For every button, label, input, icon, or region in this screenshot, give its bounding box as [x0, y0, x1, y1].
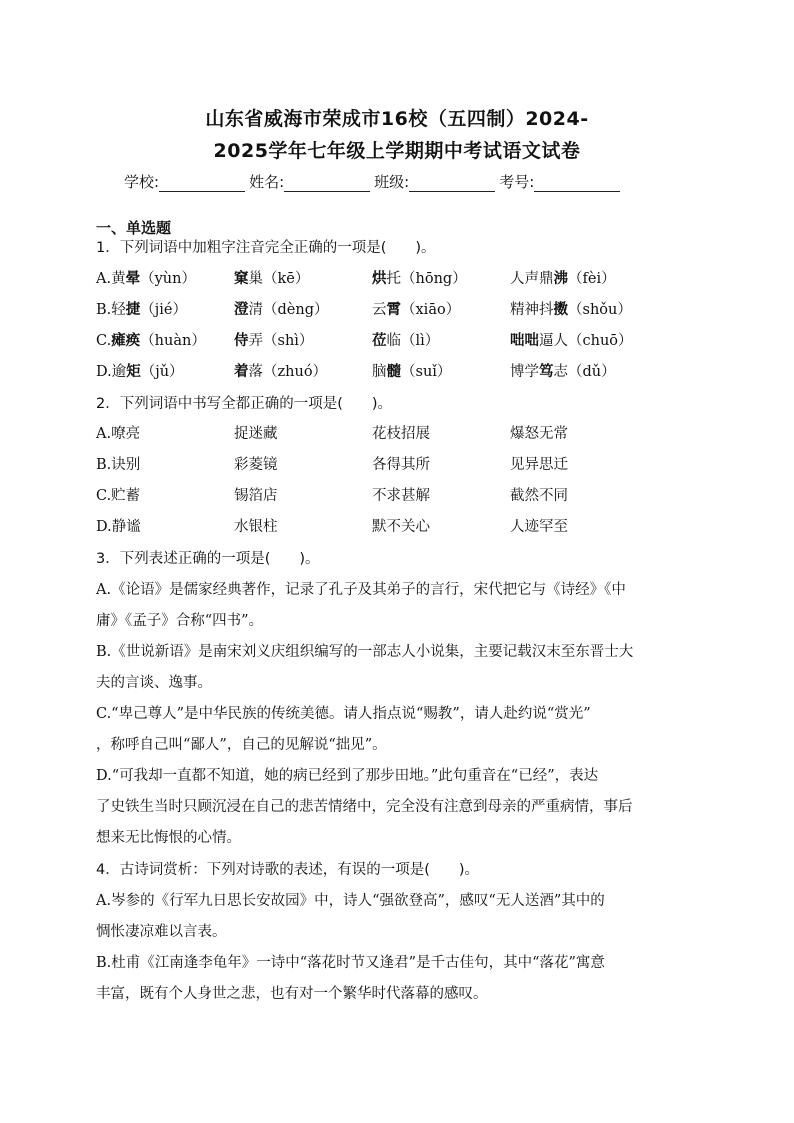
- q1-option-cell: [234, 269, 309, 289]
- q2-option-cell: 彩菱镜: [234, 457, 278, 473]
- q2-option-cell: 见异思迁: [510, 457, 568, 473]
- q1-stem: 1．下列词语中加粗字注音完全正确的一项是( )。: [96, 240, 436, 256]
- option-text: 巢（kē）: [248, 271, 310, 287]
- q1-option-cell: [510, 269, 616, 289]
- q2-option-cell: 锡箔店: [234, 488, 278, 504]
- student-info-row: [124, 171, 684, 192]
- q1-option-cell: [96, 300, 187, 320]
- q2-option-cell: 人迹罕至: [510, 519, 568, 535]
- option-text: 清（dèng）: [248, 302, 329, 318]
- option-text: 托（hōng）: [386, 271, 467, 287]
- q1-option-row: [96, 331, 696, 351]
- exam-title-line-2: 2025学年七年级上学期期中考试语文试卷: [213, 140, 581, 162]
- name-blank[interactable]: [284, 175, 370, 192]
- option-text: 博学: [510, 364, 539, 380]
- option-text: （suǐ）: [401, 364, 452, 380]
- option-text: 落（zhuó）: [248, 364, 328, 380]
- option-text: D.逾: [96, 364, 127, 380]
- q3-text-line: 了史铁生当时只顾沉浸在自己的悲苦情绪中，完全没有注意到母亲的严重病情，事后: [96, 799, 633, 815]
- option-text: （xiāo）: [401, 302, 461, 318]
- option-text: 人声鼎: [510, 271, 554, 287]
- option-text: （huàn）: [140, 333, 206, 349]
- q1-option-row: [96, 362, 696, 382]
- option-text: （jǔ）: [140, 364, 184, 380]
- option-text: 脑: [372, 364, 387, 380]
- q2-option-cell: 花枝招展: [372, 426, 430, 442]
- q2-option-row: [96, 517, 696, 537]
- q3-text-line: 夫的言谈、逸事。: [96, 675, 212, 691]
- bold-char: 侍: [234, 332, 249, 349]
- option-text: 志（dǔ）: [553, 364, 616, 380]
- q1-option-cell: [510, 300, 632, 320]
- q2-option-cell: 各得其所: [372, 457, 430, 473]
- q1-option-cell: [234, 331, 313, 351]
- q2-option-row: [96, 455, 696, 475]
- q2-option-cell: D.静谧: [96, 519, 141, 535]
- option-text: C.: [96, 333, 112, 349]
- option-text: B.轻: [96, 302, 126, 318]
- option-text: A.黄: [96, 271, 126, 287]
- option-text: 逼人（chuō）: [539, 333, 633, 349]
- q2-option-cell: 捉迷藏: [234, 426, 278, 442]
- q2-option-cell: 爆怒无常: [510, 426, 568, 442]
- class-label: 班级:: [374, 173, 410, 191]
- q1-option-cell: [372, 269, 467, 289]
- q3-text-line: D.“可我却一直都不知道，她的病已经到了那步田地。”此句重音在“已经”，表达: [96, 768, 599, 784]
- bold-char: 霄: [386, 301, 401, 318]
- q1-option-cell: [372, 362, 451, 382]
- bold-char: 咄咄: [510, 332, 539, 349]
- option-text: 弄（shì）: [248, 333, 314, 349]
- q4-stem: 4．古诗词赏析：下列对诗歌的表述，有误的一项是( )。: [96, 862, 480, 878]
- q3-text-line: A.《论语》是儒家经典著作，记录了孔子及其弟子的言行，宋代把它与《诗经》《中: [96, 582, 626, 598]
- name-label: 姓名:: [249, 173, 285, 191]
- q3-text-line: 庸》《孟子》合称“四书”。: [96, 613, 264, 629]
- class-blank[interactable]: [409, 175, 495, 192]
- section-title: 一、单选题: [96, 219, 172, 237]
- bold-char: 擞: [553, 301, 568, 318]
- q4-text-line: A.岑参的《行军九日思长安故园》中，诗人“强欲登高”，感叹“无人送酒”其中的: [96, 893, 605, 909]
- bold-char: 矩: [126, 363, 141, 380]
- q4-text-line: B.杜甫《江南逢李龟年》一诗中“落花时节又逢君”是千古佳句，其中“落花”寓意: [96, 955, 605, 971]
- q2-option-cell: 默不关心: [372, 519, 430, 535]
- q3-text-line: C.“卑己尊人”是中华民族的传统美德。请人指点说“赐教”，请人赴约说“赏光”: [96, 706, 591, 722]
- school-label: 学校:: [124, 173, 160, 191]
- bold-char: 窠: [234, 270, 249, 287]
- q3-text-line: B.《世说新语》是南宋刘义庆组织编写的一部志人小说集，主要记载汉末至东晋士大: [96, 644, 634, 660]
- q2-option-cell: 截然不同: [510, 488, 568, 504]
- bold-char: 烘: [372, 270, 387, 287]
- q3-text-line: ，称呼自己叫“鄙人”，自己的见解说“拙见”。: [96, 737, 387, 753]
- q3-stem: 3．下列表述正确的一项是( )。: [96, 551, 320, 567]
- exam-title-line-1: 山东省威海市荣成市16校（五四制）2024-: [205, 108, 589, 130]
- bold-char: 着: [234, 363, 249, 380]
- bold-char: 髓: [386, 363, 401, 380]
- q2-option-row: [96, 486, 696, 506]
- option-text: （jié）: [140, 302, 187, 318]
- bold-char: 笃: [539, 363, 554, 380]
- option-text: （yùn）: [140, 271, 196, 287]
- option-text: （shǒu）: [568, 302, 632, 318]
- q2-option-cell: 水银柱: [234, 519, 278, 535]
- number-label: 考号:: [499, 173, 535, 191]
- q1-option-cell: [234, 362, 327, 382]
- bold-char: 沸: [553, 270, 568, 287]
- q1-option-row: [96, 269, 696, 289]
- option-text: 精神抖: [510, 302, 554, 318]
- q2-option-row: [96, 424, 696, 444]
- q1-option-cell: [510, 331, 633, 351]
- q4-text-line: 惆怅凄凉难以言表。: [96, 924, 227, 940]
- q1-option-cell: [510, 362, 616, 382]
- q1-option-row: [96, 300, 696, 320]
- bold-char: 晕: [125, 270, 141, 287]
- q2-stem: 2．下列词语中书写全都正确的一项是( )。: [96, 396, 393, 412]
- bold-char: 捷: [125, 301, 141, 318]
- school-blank[interactable]: [159, 175, 245, 192]
- q2-option-cell: 不求甚解: [372, 488, 430, 504]
- q1-option-cell: [96, 269, 196, 289]
- q2-option-cell: C.贮蓄: [96, 488, 141, 504]
- bold-char: 澄: [234, 301, 249, 318]
- q2-option-cell: B.诀别: [96, 457, 141, 473]
- option-text: 临（lì）: [386, 333, 440, 349]
- q1-option-cell: [234, 300, 328, 320]
- bold-char: 莅: [372, 332, 387, 349]
- option-text: （fèi）: [568, 271, 616, 287]
- q1-option-cell: [96, 362, 184, 382]
- q1-option-cell: [372, 300, 460, 320]
- q3-text-line: 想来无比悔恨的心情。: [96, 830, 241, 846]
- bold-char: 瘫痪: [111, 332, 141, 349]
- q2-option-cell: A.嘹亮: [96, 426, 141, 442]
- option-text: 云: [372, 302, 387, 318]
- q4-text-line: 丰富，既有个人身世之悲，也有对一个繁华时代落幕的感叹。: [96, 986, 488, 1002]
- q1-option-cell: [372, 331, 439, 351]
- number-blank[interactable]: [534, 175, 620, 192]
- q1-option-cell: [96, 331, 206, 351]
